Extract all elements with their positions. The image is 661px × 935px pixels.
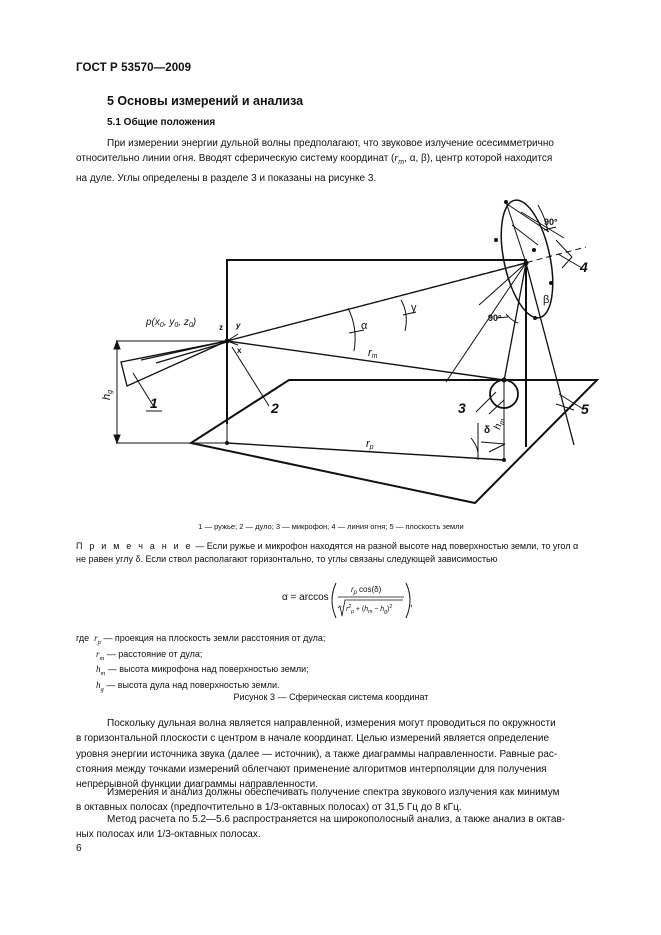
- var-r: r: [394, 153, 399, 165]
- paragraph-line: уровня энергии источника звука (далее — источник), а также диаграммы направленности. Равные рас-: [76, 748, 558, 760]
- definition-row: [76, 649, 325, 665]
- paragraph-line: на дуле. Углы определены в разделе 3 и показаны на рисунке 3.: [76, 172, 377, 184]
- label-rp: rp: [366, 438, 374, 451]
- formula: [282, 578, 482, 626]
- var-hm: $h_m$: [96, 664, 106, 677]
- p-label: $p(x_0$, $y_0$, $z_0$): [146, 317, 197, 329]
- definition-row: [76, 633, 325, 649]
- paragraph-line: стояния между точками измерений облегчают применение алгоритмов интерполяции для получения: [76, 763, 547, 775]
- paragraph-4: [76, 812, 586, 843]
- note-text: — Если ружье и микрофон находятся на разной высоте над поверхностью земли, то угол α: [192, 541, 579, 551]
- definition-text: — расстояние от дула;: [104, 648, 203, 659]
- definition-row: [76, 664, 325, 680]
- definition-text: — высота дула над поверхностью земли.: [103, 679, 280, 690]
- text-run: , α, β), центр которой находится: [404, 153, 553, 165]
- where-word: где: [76, 633, 90, 643]
- paragraph-line: ных полосах или 1/3-октавных полосах.: [76, 829, 261, 841]
- definitions: [76, 633, 325, 695]
- label-beta: β: [543, 294, 550, 306]
- label-2: 2: [271, 400, 279, 416]
- label-5: 5: [581, 401, 589, 417]
- paragraph-line: непрерывной функции диаграммы направленности.: [76, 779, 318, 791]
- var-rp: $r_p$: [94, 633, 101, 646]
- label-gamma: γ: [411, 302, 417, 314]
- label-hm: $h_m$: [492, 418, 507, 431]
- formula-lhs: α = arccos: [282, 592, 329, 603]
- section-title: 5 Основы измерений и анализа: [107, 94, 304, 108]
- z-axis-label: z: [219, 323, 223, 332]
- label-rm: rm: [368, 347, 378, 360]
- ground-plane: [191, 380, 597, 503]
- note-line: не равен углу δ. Если ствол располагают горизонтально, то углы связаны следующей зависимостью: [76, 554, 498, 564]
- label-90-lower: 90°: [488, 313, 502, 323]
- formula-tail: ,: [410, 598, 413, 609]
- note-lead: П р и м е ч а н и е: [76, 541, 193, 551]
- var-sub: m: [398, 159, 405, 167]
- definition-text: — высота микрофона над поверхностью земли;: [105, 664, 309, 674]
- figure-title: Рисунок 3 — Сферическая система координат: [233, 692, 429, 702]
- paragraph-line: При измерении энергии дульной волны предполагают, что звуковое излучение осесимметрично: [107, 138, 554, 149]
- paragraph-line: [76, 151, 586, 170]
- page-number: 6: [76, 843, 82, 854]
- label-4: 4: [580, 259, 588, 275]
- label-3: 3: [458, 400, 466, 416]
- paragraph-line: в горизонтальной плоскости с центром в начале координат. Целью измерений является определение: [76, 733, 550, 745]
- y-axis-label: y: [236, 321, 241, 330]
- paragraph-2: [76, 716, 586, 792]
- var-rm: $r_m$: [96, 648, 105, 662]
- paragraph-intro: [76, 136, 586, 186]
- coordinate-system-figure: [86, 190, 606, 520]
- paragraph-line: Метод расчета по 5.2—5.6 распространяется на широкополосный анализ, а также анализ в октав-: [107, 814, 566, 825]
- paragraph-line: в октавных полосах (предпочтительно в 1/3-октавных полосах) от 31,5 Гц до 8 кГц.: [76, 802, 462, 814]
- label-1: 1: [150, 395, 158, 411]
- note: [76, 540, 586, 566]
- paragraph-3: [76, 785, 586, 816]
- note-line: [76, 540, 586, 553]
- definition-text: — проекция на плоскость земли расстояния от дула;: [100, 633, 326, 643]
- paragraph-line: Поскольку дульная волна является направленной, измерения могут проводиться по окружности: [107, 718, 556, 729]
- subsection-title: 5.1 Общие положения: [107, 117, 216, 128]
- label-delta: δ: [484, 425, 491, 436]
- paragraph-line: Измерения и анализ должны обеспечивать получение спектра звукового излучения как минимум: [107, 787, 560, 798]
- text-run: относительно линии огня. Вводят сферическую систему координат (: [76, 153, 395, 165]
- formula-denominator: $r^2_p + (h_m - h_g)^2$: [346, 604, 393, 615]
- var-hg: $h_g$: [96, 679, 104, 693]
- label-90-upper: 90°: [544, 217, 558, 227]
- figure-caption: 1 — ружье; 2 — дуло; 3 — микрофон; 4 — линия огня; 5 — плоскость земли: [198, 522, 464, 531]
- document-header: ГОСТ Р 53570—2009: [76, 62, 192, 74]
- rm-line: [227, 341, 504, 380]
- x-axis-label: x: [237, 346, 242, 355]
- label-hg: hg: [101, 389, 114, 400]
- label-alpha: α: [361, 320, 368, 332]
- formula-numerator: $r_p$ cos(δ): [351, 585, 382, 596]
